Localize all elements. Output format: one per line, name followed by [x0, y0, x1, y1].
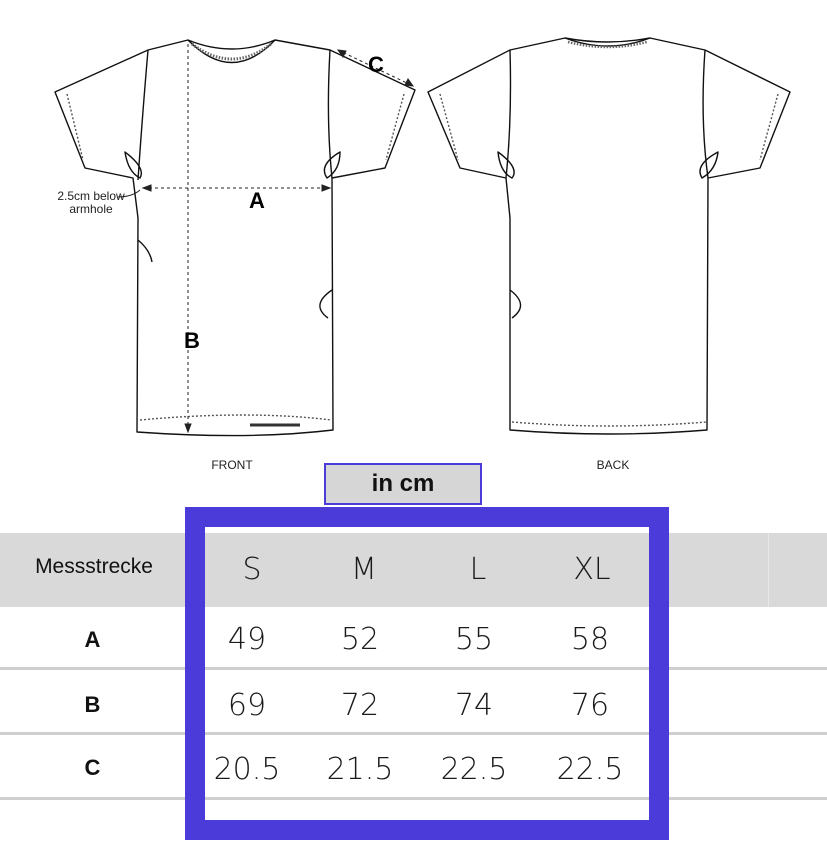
- armhole-note: [36, 190, 146, 216]
- armhole-note-line2: armhole: [69, 202, 113, 216]
- table-cell: 20.5: [213, 752, 281, 787]
- size-l-header: L: [469, 552, 487, 587]
- row-label-c: C: [84, 755, 101, 780]
- row-divider: [0, 732, 827, 735]
- armhole-note-line1: 2.5cm below: [57, 189, 125, 203]
- table-cell: 72: [340, 688, 380, 723]
- column-separator: [768, 533, 769, 607]
- size-m-header: M: [351, 552, 377, 587]
- back-shirt-drawing: [428, 38, 790, 434]
- table-cell: 22.5: [556, 752, 624, 787]
- row-label-a: A: [84, 627, 101, 652]
- marker-a: A: [249, 188, 265, 213]
- size-s-header: S: [242, 552, 262, 587]
- table-cell: 22.5: [440, 752, 508, 787]
- unit-label: in cm: [324, 463, 482, 505]
- header-label: Messstrecke: [35, 555, 153, 578]
- row-divider: [0, 797, 827, 800]
- marker-c: C: [368, 52, 384, 77]
- table-cell: 69: [227, 688, 267, 723]
- row-divider: [0, 667, 827, 670]
- size-xl-header: XL: [573, 552, 611, 587]
- front-shirt-drawing: [55, 40, 415, 436]
- row-label-b: B: [84, 692, 101, 717]
- table-cell: 49: [227, 622, 267, 657]
- table-cell: 76: [570, 688, 610, 723]
- table-cell: 55: [454, 622, 494, 657]
- table-cell: 52: [340, 622, 380, 657]
- table-cell: 74: [454, 688, 494, 723]
- back-label: BACK: [596, 458, 630, 472]
- table-cell: 58: [570, 622, 610, 657]
- front-label: FRONT: [211, 458, 253, 472]
- marker-b: B: [184, 328, 200, 353]
- table-cell: 21.5: [326, 752, 394, 787]
